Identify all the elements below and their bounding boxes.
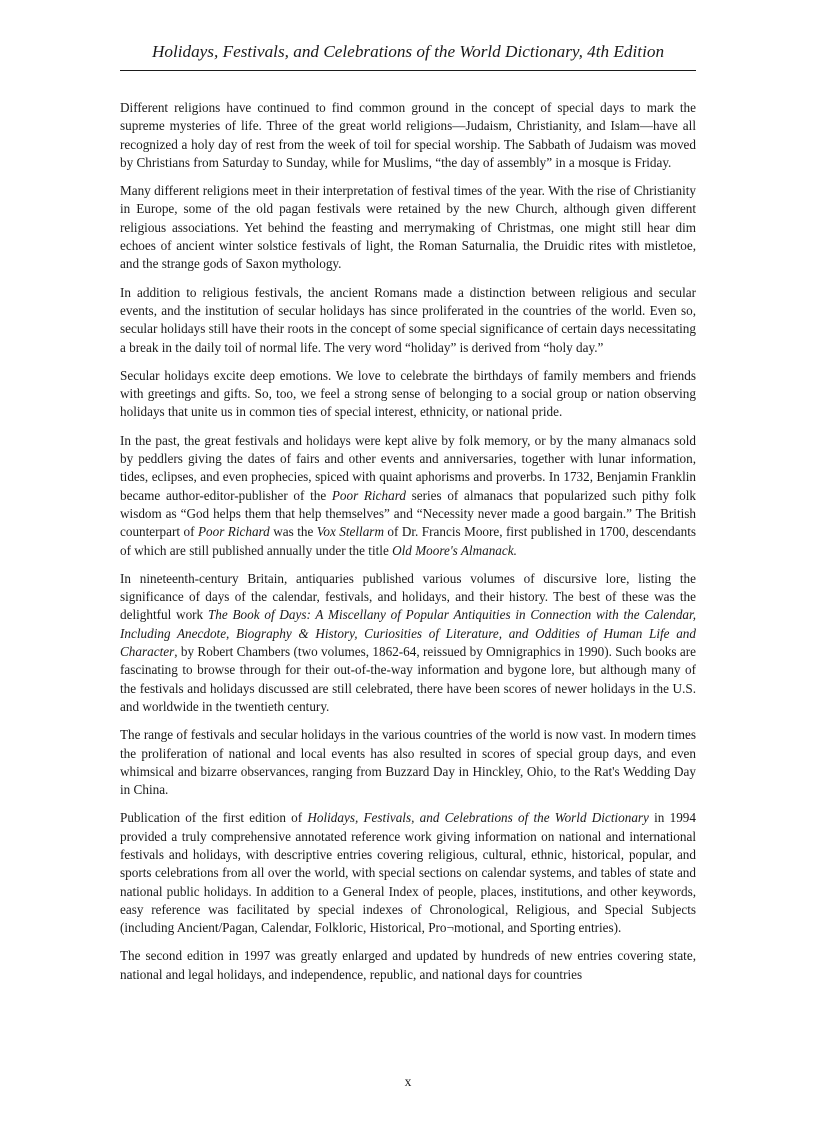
paragraph-text: In addition to religious festivals, the ancient Romans made a distinction between religious and secular events, and the institution of secular holidays has since proliferated in the countries of the world. Even so, secular holidays still have their roots in the concept of some special significance of certain days necessitating a break in the daily toil of normal life. The very word “holiday” is derived from “holy day.” (120, 284, 696, 355)
paragraph (120, 284, 696, 357)
paragraph-text: in 1994 provided a truly comprehensive annotated reference work giving information on national and international festivals and holidays, with descriptive entries covering religious, cultural, ethnic, historical, popular, and sports celebrations from all over the world, with special sections on calendar systems, and tables of state and national public holidays. In addition to a General Index of people, places, institutions, and other keywords, easy reference was facilitated by special indexes of Chronological, Religious, and Special Subjects (including Ancient/Pagan, Calendar, Folkloric, Historical, Pro¬motional, and Sporting entries). (120, 810, 696, 936)
paragraph-text: Secular holidays excite deep emotions. We love to celebrate the birthdays of family members and friends with greetings and gifts. So, too, we feel a strong sense of belonging to a social group or nation observing holidays that unite us in common ties of special interest, ethnicity, or national pride. (120, 367, 696, 420)
running-head-title: Holidays, Festivals, and Celebrations of the World Dictionary, 4th Edition (151, 42, 665, 61)
paragraph-text: of Dr. Francis Moore, first published in 1700, descendants of which are still published annually under the title (120, 524, 696, 558)
paragraph-text: Different religions have continued to find common ground in the concept of special days to mark the supreme mysteries of life. Three of the great world religions—Judaism, Christianity, and Islam—have all recognized a holy day of rest from the week of toil for special worship. The Sabbath of Judaism was moved by Christians from Saturday to Sunday, while for Muslims, “the day of assembly” in a mosque is Friday. (120, 100, 696, 170)
header-rule (120, 70, 696, 71)
paragraph-text: , by Robert Chambers (two volumes, 1862-64, reissued by Omnigraphics in 1990). Such books are fascinating to browse through for their out-of-the-way information and bygone lore, but although many of the festivals and holidays discussed are still celebrated, there have been scores of newer holidays in the U.S. and worldwide in the twentieth century. (120, 644, 696, 714)
paragraph-text: series of almanacs that popularized such pithy folk wisdom as “God helps them that help themselves” and “Necessity never made a good bargain.” The British counterpart of (120, 487, 696, 540)
paragraph (120, 809, 696, 937)
paragraph-text: In the past, the great festivals and holidays were kept alive by folk memory, or by the many almanacs sold by peddlers giving the dates of fairs and other events and anniversaries, together with lunar information, tides, eclipses, and even prophecies, spiced with quaint aphorisms and proverbs. In 1732, Benjamin Franklin became author-editor-publisher of the (120, 432, 696, 503)
paragraph (120, 99, 696, 172)
italic-title-text: Poor Richard (197, 524, 270, 540)
body-text (120, 99, 696, 994)
paragraph (120, 947, 696, 984)
paragraph (120, 570, 696, 716)
paragraph (120, 432, 696, 560)
italic-title-text: Old Moore's Almanack. (392, 542, 517, 558)
paragraph-text: The second edition in 1997 was greatly enlarged and updated by hundreds of new entries covering state, national and legal holidays, and independence, republic, and national days for countries (120, 948, 696, 982)
italic-title-text: Poor Richard (331, 487, 406, 503)
page-number: x (404, 1074, 412, 1089)
paragraph-text: Many different religions meet in their interpretation of festival times of the year. With the rise of Christianity in Europe, some of the old pagan festivals were retained by the new Church, although given different religious associations. Yet behind the feasting and merrymaking of Christmas, one might still hear dim echoes of ancient winter solstice festivals of light, the Roman Saturnalia, the Druidic rites with mistletoe, and the strange gods of Saxon mythology. (120, 183, 696, 272)
italic-title-text: The Book of Days: A Miscellany of Popular Antiquities in Connection with the Calendar, Including Anecdote, Biography & History, Curiosities of Literature, and Oddities of Human Life and Character (120, 607, 696, 660)
italic-title-text: Holidays, Festivals, and Celebrations of the World Dictionary (307, 810, 649, 826)
paragraph-text: The range of festivals and secular holidays in the various countries of the world is now vast. In modern times the proliferation of national and local events has also resulted in scores of special group days, and even whimsical and bizarre observances, ranging from Buzzard Day in Hinckley, Ohio, to the Rat's Wedding Day in China. (120, 727, 696, 798)
italic-title-text: Vox Stellarm (316, 524, 384, 540)
paragraph (120, 182, 696, 273)
paragraph (120, 726, 696, 799)
paragraph-text: In nineteenth-century Britain, antiquaries published various volumes of discursive lore, listing the significance of days of the calendar, festivals, and holidays, and their history. The best of these was the delightful work (120, 570, 696, 623)
paragraph-text: Publication of the first edition of (120, 810, 308, 826)
paragraph-text: was the (269, 524, 317, 540)
paragraph (120, 367, 696, 422)
